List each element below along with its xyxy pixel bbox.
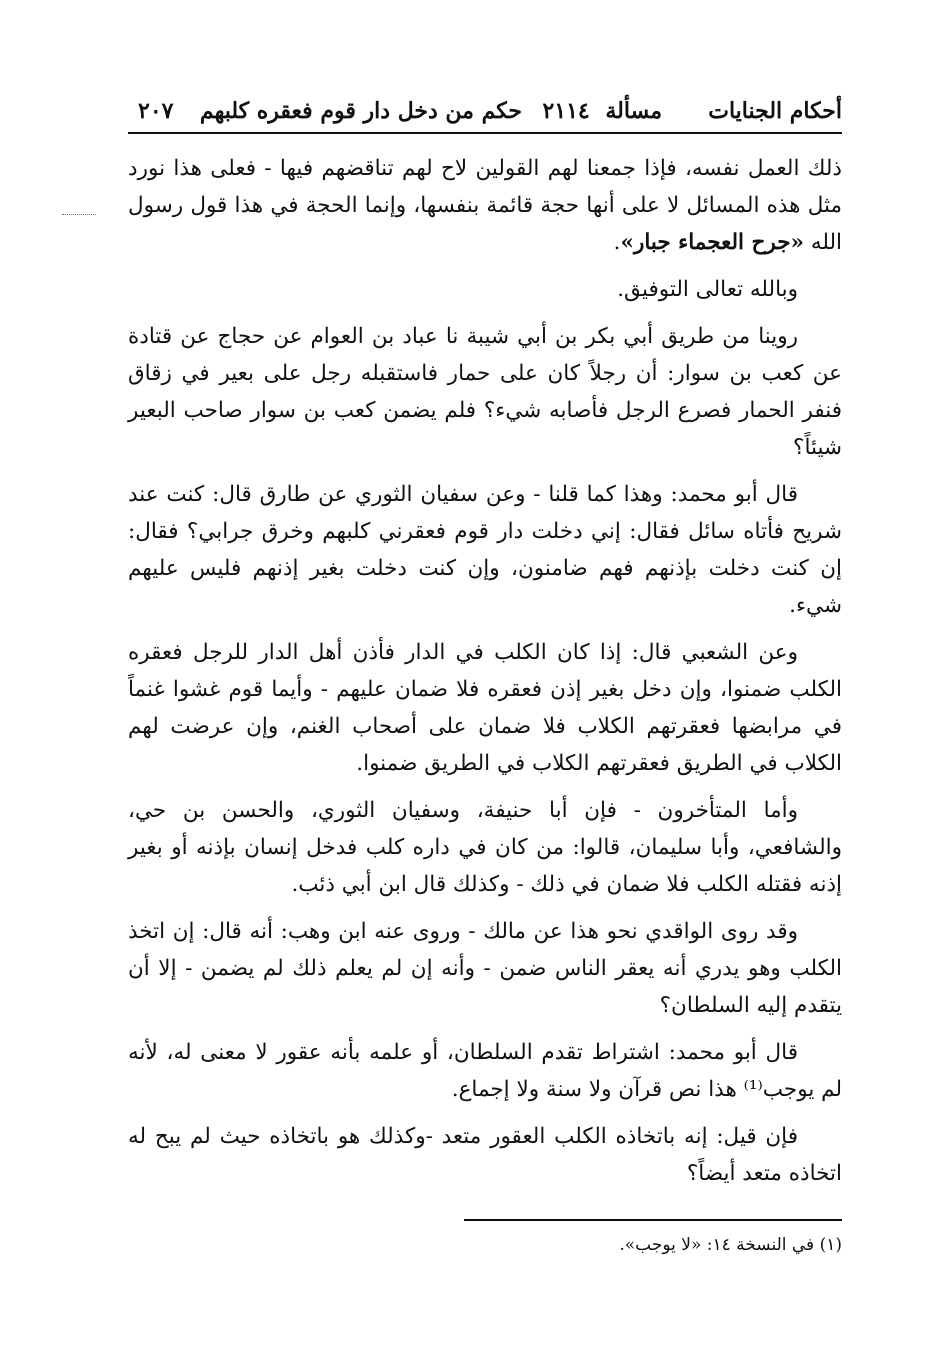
paragraph-tail: . [613,230,621,255]
paragraph [128,318,842,466]
book-title: أحكام الجنايات [708,98,842,124]
footnote-divider [464,1219,842,1221]
paragraph-text: وأما المتأخرون - فإن أبا حنيفة، وسفيان الثوري، والحسن بن حي، والشافعي، وأبا سليمان، قالوا: من كان في داره كلب فدخل إنسان بإذنه أو بغير إذنه فقتله الكلب فلا ضمان في ذلك - وكذلك قال ابن أبي ذئب. [128,798,842,897]
issue-label: مسألة [605,98,662,124]
body-text [128,150,842,1202]
paragraph [128,1118,842,1192]
paragraph-text: وقد روى الواقدي نحو هذا عن مالك - وروى عنه ابن وهب: أنه قال: إن اتخذ الكلب وهو يدري أنه يعقر الناس ضمن - وأنه إن لم يعلم ذلك لم يضمن - إلا أن يتقدم إليه السلطان؟ [128,919,842,1018]
issue-title: حكم من دخل دار قوم فعقره كلبهم [199,98,522,124]
running-header [128,92,842,134]
paragraph-text: وبالله تعالى التوفيق. [617,277,798,302]
paragraph [128,913,842,1024]
issue-heading [542,98,662,124]
paragraph [128,476,842,624]
paragraph [128,1034,842,1108]
paragraph-text: روينا من طريق أبي بكر بن أبي شيبة نا عباد بن العوام عن حجاج عن قتادة عن كعب بن سوار: أن رجلاً كان على حمار فاستقبله رجل على بعير في زقاق فنفر الحمار فصرع الرجل فأصابه شيء؟ فلم يضمن كعب بن سوار صاحب البعير شيئاً؟ [128,324,842,460]
paragraph-text: قال أبو محمد: وهذا كما قلنا - وعن سفيان الثوري عن طارق قال: كنت عند شريح فأتاه سائل فقال: إني دخلت دار قوم فعقرني كلبهم وخرق جرابي؟ فقال: إن كنت دخلت بإذنهم فهم ضامنون، وإن كنت دخلت بغير إذنهم فليس عليهم شيء. [128,482,842,618]
paragraph [128,634,842,782]
footnote: (١) في النسخة ١٤: «لا يوجب». [619,1235,842,1255]
paragraph [128,792,842,903]
paragraph [128,150,842,261]
hadith-quote: «جرح العجماء جبار» [620,230,804,255]
paragraph-text: قال أبو محمد: اشتراط تقدم السلطان، أو علمه بأنه عقور لا معنى له، لأنه لم يوجب⁽¹⁾ هذا نص قرآن ولا سنة ولا إجماع. [128,1040,842,1102]
paragraph [128,271,842,308]
paragraph-text: وعن الشعبي قال: إذا كان الكلب في الدار فأذن أهل الدار للرجل فعقره الكلب ضمنوا، وإن دخل بغير إذن فعقره فلا ضمان عليهم - وأيما قوم غشوا غنماً في مرابضها فعقرتهم الكلاب فلا ضمان على أصحاب الغنم، وإن عرضت لهم الكلاب في الطريق فعقرتهم الكلاب في الطريق ضمنوا. [128,640,842,776]
margin-mark [62,214,96,215]
paragraph-text: ذلك العمل نفسه، فإذا جمعنا لهم القولين لاح لهم تناقضهم فيها - فعلى هذا نورد مثل هذه المسائل لا على أنها حجة قائمة بنفسها، وإنما الحجة في هذا قول رسول الله [128,156,842,255]
page-number: ٢٠٧ [138,98,174,124]
paragraph-text: فإن قيل: إنه باتخاذه الكلب العقور متعد -وكذلك هو باتخاذه حيث لم يبح له اتخاذه متعد أيضاً؟ [128,1124,842,1186]
issue-number: ٢١١٤ [542,98,590,124]
